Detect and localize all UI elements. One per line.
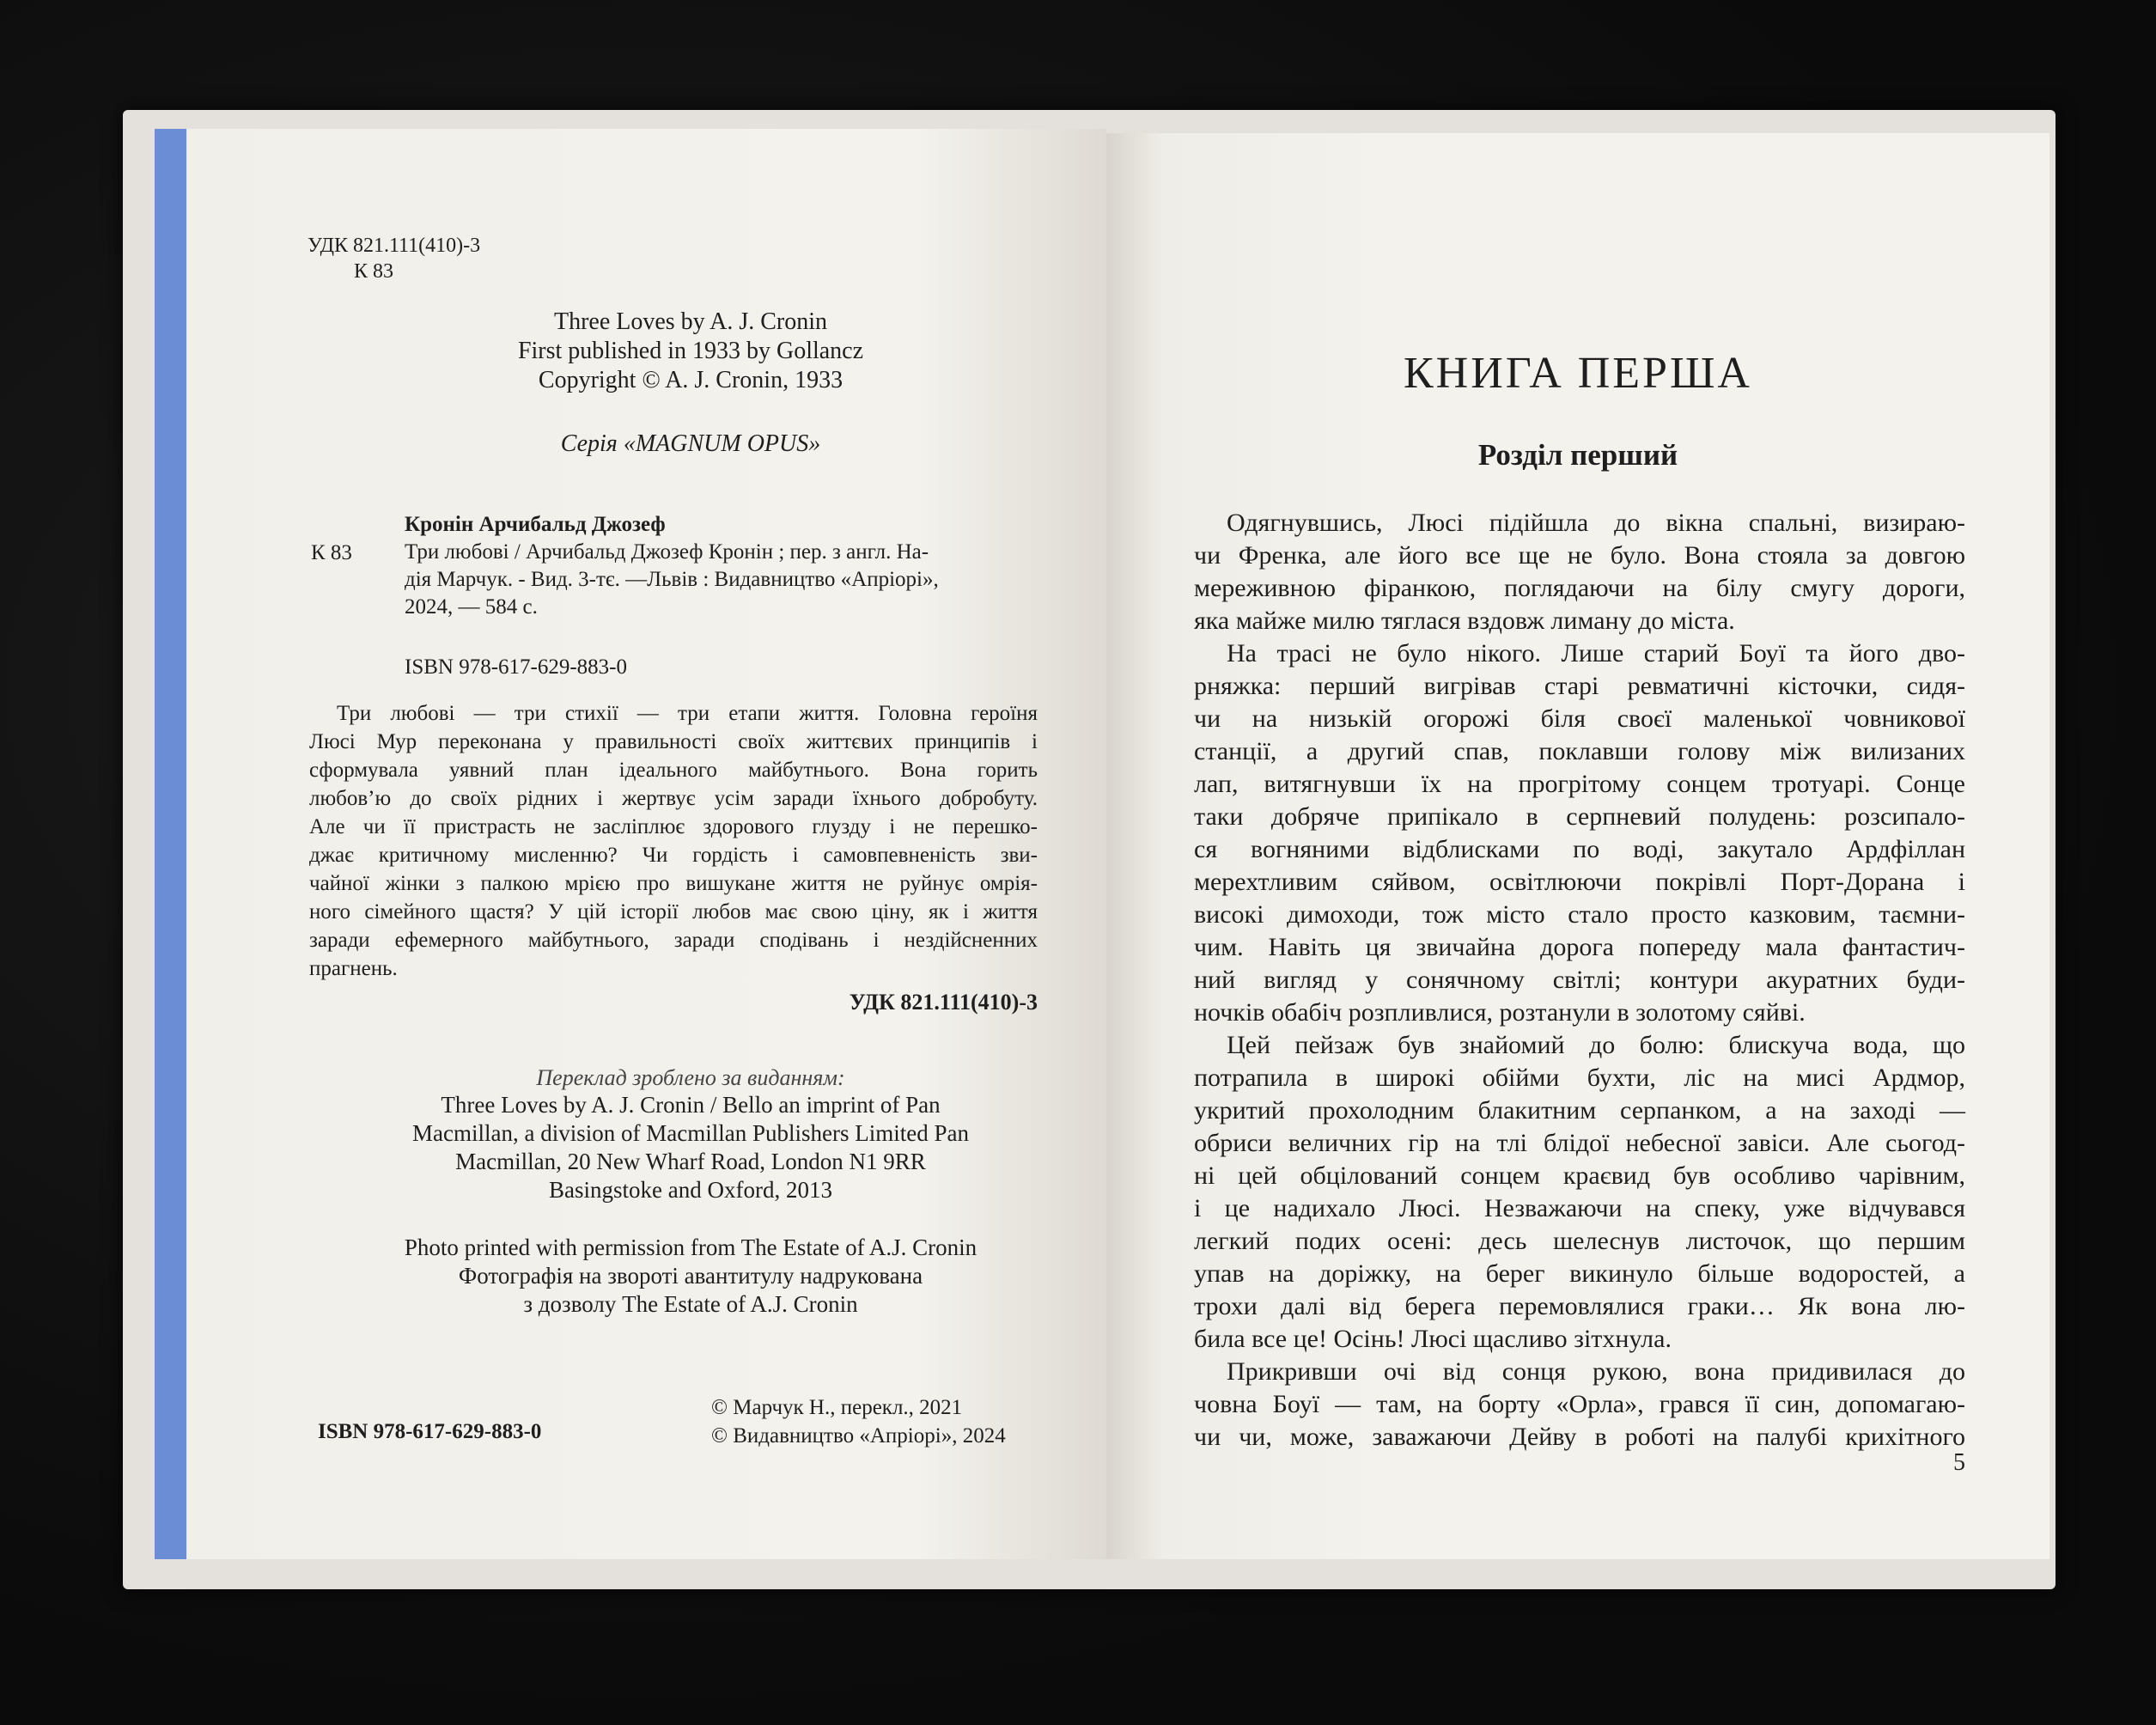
body-line: ся вогняними відблисками по воді, закутало Ардфіллан [1194,835,1965,863]
annotation-line: прагнень. [309,957,398,980]
catalog-code: К 83 [311,541,352,564]
body-line: чи на низькій огорожі біля своєї маленької човникової [1194,704,1965,733]
right-page [1106,133,2049,1559]
author-heading: Кронін Арчибальд Джозеф [405,513,666,536]
photo-permission-line: Фотографія на звороті авантитулу надрукована [458,1263,923,1289]
body-line: На трасі не було нікого. Лише старий Боуї та його дво- [1227,639,1965,667]
annotation-line: ного сімейного щастя? У цій історії любов має свою ціну, як і життя [309,900,1038,923]
body-line: потрапила в широкі обійми бухти, ліс на мисі Ардмор, [1194,1064,1965,1092]
annotation-line: сформувала уявний план ідеального майбутнього. Вона горить [309,759,1038,782]
annotation-line: Люсі Мур переконана у правильності своїх життєвих принципів і [309,730,1038,753]
first-published: First published in 1933 by Gollancz [517,338,864,364]
body-line: чи чи, може, заважаючи Дейву в роботі на палубі крихітного [1194,1423,1965,1451]
catalog-line: дія Марчук. - Вид. 3-тє. —Львів : Видавництво «Апріорі», [405,568,939,591]
body-line: трохи далі від берега перемовлялися граки… Як вона лю- [1194,1292,1965,1320]
annotation-line: Але чи її пристрасть не засліплює здорового глузду і не перешко- [309,815,1038,838]
source-edition-line: Three Loves by A. J. Cronin / Bello an imprint of Pan [441,1092,941,1118]
series-label: Серія «MAGNUM OPUS» [560,430,821,457]
original-title: Three Loves by A. J. Cronin [553,308,828,335]
left-page [155,129,1106,1559]
annotation-line: заради ефемерного майбутнього, заради сподівань і нездійсненних [309,929,1038,952]
chapter-heading: Розділ перший [1477,438,1678,472]
body-line: обриси величних гір на тлі блідої небесної завіси. Але сьогод- [1194,1129,1965,1157]
body-line: легкий подих осені: десь шелеснув листочок, що першим [1194,1227,1965,1255]
photo-permission-line: Photo printed with permission from The Estate of A.J. Cronin [404,1234,978,1260]
body-line: Цей пейзаж був знайомий до болю: блискуча вода, що [1227,1031,1965,1059]
body-line: чим. Навіть ця звичайна дорога попереду мала фантастич- [1194,933,1965,961]
body-line: укритий прохолодним блакитним серпанком, а на заході — [1194,1096,1965,1125]
body-line: рняжка: перший вигрівав старі ревматичні кісточки, сидя- [1194,672,1965,700]
body-line: упав на доріжку, на берег викинуло більше водоростей, а [1194,1259,1965,1288]
body-line: ні цей обцілований сонцем краєвид був особливо чарівним, [1194,1161,1965,1190]
copyright-publisher: © Видавництво «Апріорі», 2024 [711,1424,1006,1448]
page-number: 5 [1953,1449,1965,1476]
body-line: високі димоходи, тож місто стало просто казковим, таємни- [1194,900,1965,929]
body-line: станції, а другий спав, поклавши голову між вилизаних [1194,737,1965,765]
annotation-line: любов’ю до своїх рідних і жертвує усім заради їхнього добробуту. [309,787,1038,810]
body-line: Одягнувшись, Люсі підійшла до вікна спальні, визираю- [1227,509,1965,537]
catalog-line: 2024, — 584 с. [405,595,538,619]
body-line: таки добряче припікало в серпневий полудень: розсипало- [1194,802,1965,831]
class-code-top: К 83 [354,260,394,283]
source-edition-line: Macmillan, 20 New Wharf Road, London N1 9RR [455,1149,926,1174]
body-line: мерехтливим сяйвом, освітлюючи покрівлі Порт-Дорана і [1194,868,1965,896]
catalog-line: Три любові / Арчибальд Джозеф Кронін ; пер. з англ. На- [405,540,929,564]
body-line: човна Боуї — там, на борту «Орла», грався її син, допомагаю- [1194,1390,1965,1418]
annotation-line: джає критичному мисленню? Чи гордість і самовпевненість зви- [309,844,1038,867]
source-edition-line: Basingstoke and Oxford, 2013 [549,1177,832,1203]
book-heading: КНИГА ПЕРША [1404,349,1752,398]
body-line: ночків обабіч розпливлися, розтанули в золотому сяйві. [1194,998,1806,1027]
isbn-catalog: ISBN 978-617-629-883-0 [405,655,628,679]
body-line: лап, витягнувши їх на прогрітому сонцем тротуарі. Сонце [1194,770,1965,798]
udk-code-bottom: УДК 821.111(410)-3 [849,990,1038,1015]
copyright-original: Copyright © A. J. Cronin, 1933 [538,367,844,393]
photo-permission-line: з дозволу The Estate of A.J. Cronin [523,1291,858,1317]
body-line: і це надихало Люсі. Незважаючи на спеку, уже відчувався [1194,1194,1965,1222]
annotation-line: чайної жінки з палкою мрією про вишукане життя не руйнує омрія- [309,872,1038,895]
body-line: Прикривши очі від сонця рукою, вона придивилася до [1227,1357,1965,1386]
isbn-bottom: ISBN 978-617-629-883-0 [318,1420,542,1443]
body-line: чи Френка, але його все ще не було. Вона стояла за довгою [1194,541,1965,570]
annotation-line: Три любові — три стихії — три етапи життя. Головна героїня [337,702,1038,725]
udk-code-top: УДК 821.111(410)-3 [308,235,481,257]
source-edition-line: Macmillan, a division of Macmillan Publishers Limited Pan [412,1120,969,1146]
copyright-translation: © Марчук Н., перекл., 2021 [711,1396,963,1419]
translation-note: Переклад зроблено за виданням: [536,1065,845,1090]
body-line: била все це! Осінь! Люсі щасливо зітхнула. [1194,1325,1672,1353]
body-line: мереживною фіранкою, поглядаючи на білу смугу дороги, [1194,574,1965,602]
body-line: яка майже милю тяглася вздовж лиману до міста. [1194,606,1735,635]
body-line: ний вигляд у сонячному світлі; контури акуратних буди- [1194,966,1965,994]
